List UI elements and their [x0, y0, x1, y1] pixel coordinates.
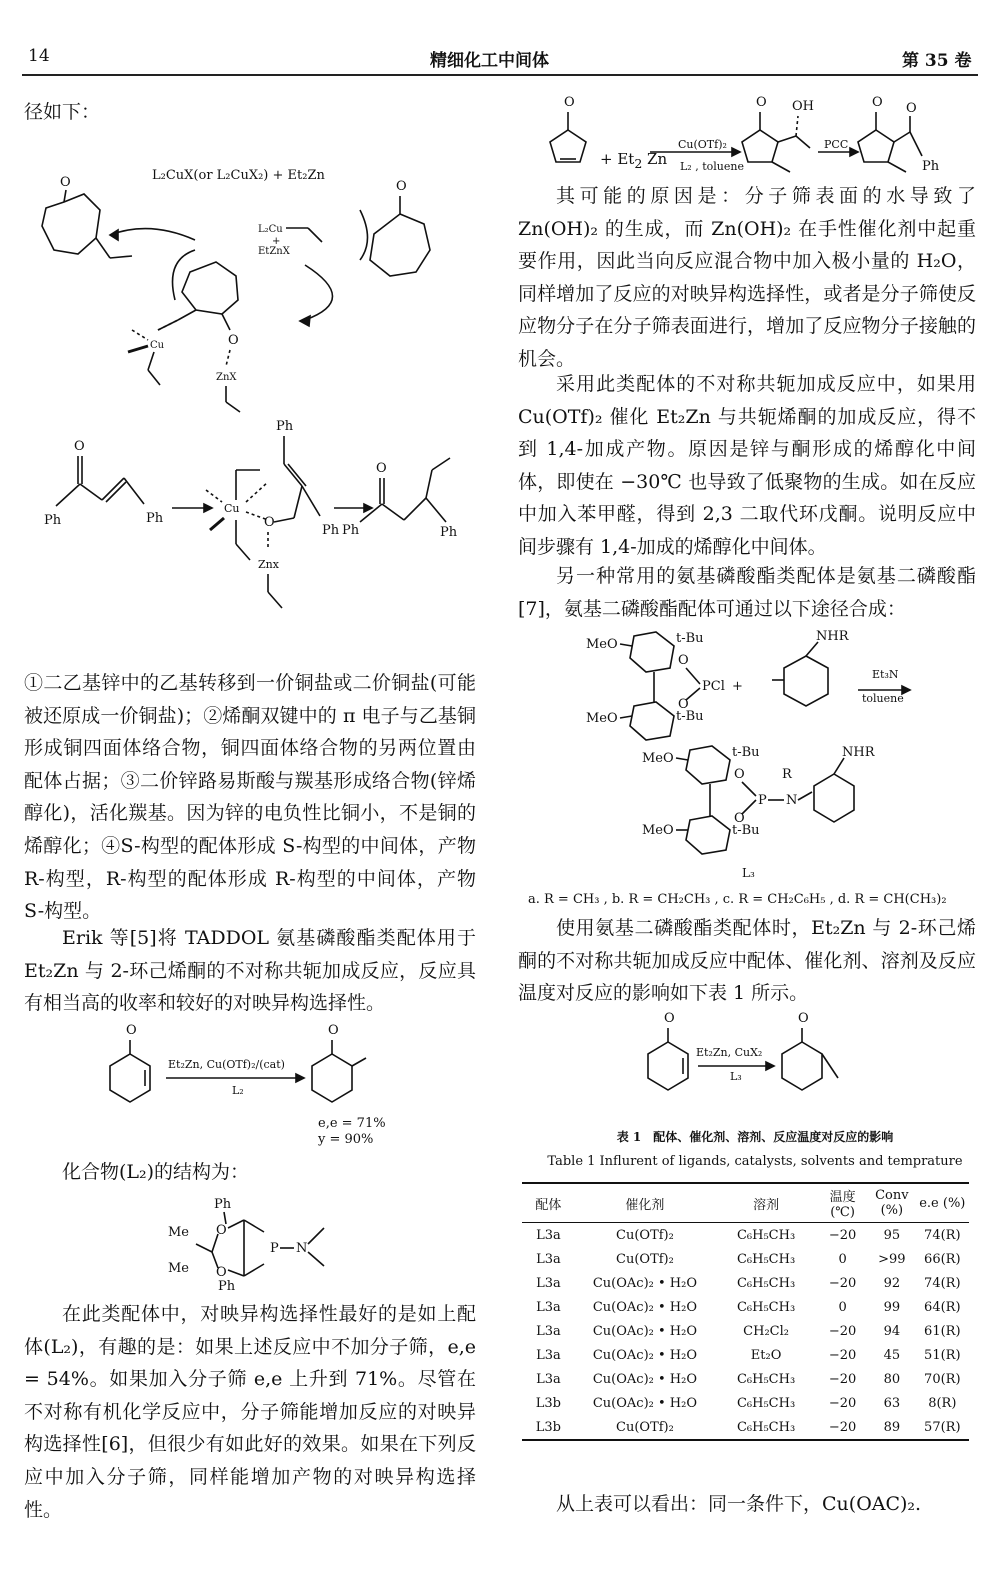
cell: Cu(OAc)₂ • H₂O — [592, 1347, 697, 1363]
table-row — [522, 1295, 969, 1319]
cell: 70(R) — [924, 1371, 961, 1387]
cell: 80 — [883, 1371, 901, 1387]
table-caption-en: Table 1 Influrent of ligands, catalysts, solvents and temprature — [547, 1154, 963, 1169]
svg-text:O: O — [664, 1011, 675, 1026]
chalcone-mechanism-diagram — [40, 420, 480, 620]
table-intro: 使用氨基二磷酸酯类配体时，Et₂Zn 与 2-环己烯酮的不对称共轭加成反应中配体、催化剂、溶剂及反应温度对反应的影响如下表 1 所示。 — [518, 917, 976, 1005]
cell: Cu(OAc)₂ • H₂O — [592, 1299, 697, 1315]
cell: L3a — [536, 1323, 561, 1339]
svg-text:O: O — [734, 767, 745, 782]
svg-text:O: O — [228, 333, 239, 348]
cell: C₆H₅CH₃ — [736, 1299, 796, 1315]
rxn2-catalyst: Cu(OTf)₂ — [678, 138, 727, 151]
svg-text:+: + — [272, 236, 281, 247]
svg-text:MeO: MeO — [586, 637, 618, 652]
table-row — [522, 1271, 969, 1295]
svg-text:t-Bu: t-Bu — [676, 631, 704, 646]
syn-solvent: toluene — [862, 692, 904, 705]
svg-text:P: P — [270, 1241, 279, 1256]
cell: −20 — [828, 1419, 857, 1435]
svg-text:O: O — [264, 515, 275, 530]
svg-text:O: O — [906, 101, 917, 116]
cell: L3a — [536, 1227, 561, 1243]
svg-text:O: O — [872, 95, 883, 110]
svg-text:Ph: Ph — [342, 523, 360, 538]
cell: 89 — [883, 1419, 901, 1435]
svg-text:ZnX: ZnX — [216, 372, 237, 383]
svg-text:t-Bu: t-Bu — [732, 823, 760, 838]
svg-text:Ph: Ph — [276, 419, 294, 434]
rxn-yield: y = 90% — [318, 1132, 374, 1147]
cell: CH₂Cl₂ — [743, 1323, 789, 1339]
cell: 92 — [883, 1275, 901, 1291]
cell: L3a — [536, 1251, 561, 1267]
rxn2-plus-et2zn: + $Et_2$ Zn — [600, 150, 668, 171]
cell: C₆H₅CH₃ — [736, 1227, 796, 1243]
cell: C₆H₅CH₃ — [736, 1275, 796, 1291]
cell: L3a — [536, 1299, 561, 1315]
svg-text:t-Bu: t-Bu — [732, 745, 760, 760]
svg-text:O: O — [74, 439, 85, 454]
rxn3-reagent: Et₂Zn, CuX₂ — [696, 1046, 763, 1059]
cell: Cu(OTf)₂ — [616, 1227, 674, 1243]
cell: 63 — [883, 1395, 901, 1411]
svg-text:O: O — [328, 1023, 339, 1038]
ligand-l2-structure — [168, 1196, 368, 1292]
aminodiphosphate-intro: 另一种常用的氨基磷酸酯类配体是氨基二磷酸酯[7]，氨基二磷酸酯配体可通过以下途径合成： — [518, 565, 976, 620]
svg-text:Ph: Ph — [218, 1279, 236, 1294]
cell: 0 — [838, 1299, 847, 1315]
journal-title: 精细化工中间体 — [430, 51, 549, 71]
cell: Cu(OAc)₂ • H₂O — [592, 1395, 697, 1411]
table-row — [522, 1223, 969, 1248]
cell: Cu(OAc)₂ • H₂O — [592, 1323, 697, 1339]
cell: Cu(OTf)₂ — [616, 1419, 674, 1435]
ligand-l3-synthesis — [586, 628, 946, 868]
cell: −20 — [828, 1395, 857, 1411]
col-ligand: 配体 — [522, 1183, 575, 1223]
cell: 57(R) — [924, 1419, 961, 1435]
cell: C₆H₅CH₃ — [736, 1371, 796, 1387]
svg-text:OH: OH — [792, 99, 814, 114]
cell: L3a — [536, 1347, 561, 1363]
volume-label: 第 35 卷 — [902, 51, 972, 71]
svg-text:Ph: Ph — [146, 511, 164, 526]
cell: 74(R) — [924, 1275, 961, 1291]
svg-text:O: O — [126, 1023, 137, 1038]
cell: 64(R) — [924, 1299, 961, 1315]
rxn-reagent-label: Et₂Zn, Cu(OTf)₂/(cat) — [168, 1058, 285, 1071]
cell: 95 — [883, 1227, 901, 1243]
cell: L3b — [535, 1419, 562, 1435]
svg-text:L₂Cu: L₂Cu — [258, 224, 283, 235]
results-table — [522, 1182, 969, 1441]
page-number: 14 — [28, 46, 50, 66]
svg-text:Me: Me — [168, 1261, 190, 1276]
cell: C₆H₅CH₃ — [736, 1419, 796, 1435]
svg-text:Ph: Ph — [440, 525, 458, 540]
r-group-list: a. R = CH₃ , b. R = CH₂CH₃ , c. R = CH₂C₆H₅ , d. R = CH(CH₃)₂ — [528, 892, 947, 907]
rxn2-pcc: PCC — [824, 138, 849, 151]
svg-text:Cu: Cu — [224, 502, 240, 515]
svg-text:Ph: Ph — [214, 1197, 232, 1212]
col-temp: 温度 (℃) — [817, 1183, 868, 1223]
rxn-ee: e,e = 71% — [318, 1116, 386, 1131]
col-solvent: 溶剂 — [715, 1183, 817, 1223]
svg-text:NHR: NHR — [816, 629, 849, 644]
closing-text: 从上表可以看出：同一条件下，Cu(OAC)₂. — [556, 1493, 922, 1515]
svg-text:Ph: Ph — [922, 159, 940, 174]
svg-text:Me: Me — [168, 1225, 190, 1240]
cell: C₆H₅CH₃ — [736, 1395, 796, 1411]
svg-text:O: O — [60, 175, 71, 190]
rxn3-ligand: L₃ — [730, 1070, 742, 1083]
cell: 74(R) — [924, 1227, 961, 1243]
cell: −20 — [828, 1347, 857, 1363]
svg-text:MeO: MeO — [642, 751, 674, 766]
svg-text:+: + — [732, 679, 743, 694]
cell: Et₂O — [750, 1347, 782, 1363]
cell: L3a — [536, 1275, 561, 1291]
svg-text:N: N — [786, 793, 798, 808]
ligand-l3-label: L₃ — [742, 866, 755, 880]
svg-text:NHR: NHR — [842, 745, 875, 760]
svg-text:O: O — [396, 179, 407, 194]
svg-text:t-Bu: t-Bu — [676, 709, 704, 724]
svg-text:P: P — [758, 793, 767, 808]
rxn-ligand-label: L₂ — [232, 1084, 244, 1097]
cu-otf-paragraph: 采用此类配体的不对称共轭加成反应中，如果用 Cu(OTf)₂ 催化 Et₂Zn 与共轭烯酮的加成反应，得不到 1,4-加成产物。原因是锌与酮形成的烯醇化中间体，即使在 −30℃ 也导致了低聚物的生成。如在反应中加入苯甲醛，得到 2,3 二取代环戊酮。说明反应中间步骤有 1,4-加成的烯醇化中间体。 — [518, 373, 976, 558]
cell: C₆H₅CH₃ — [736, 1251, 796, 1267]
header-rule — [22, 74, 978, 76]
compound-l2-intro: 化合物(L₂)的结构为： — [62, 1161, 250, 1183]
erik-paragraph: Erik 等[5]将 TADDOL 氨基磷酸酯类配体用于 Et₂Zn 与 2-环己烯酮的不对称共轭加成反应，反应具有相当高的收率和较好的对映异构选择性。 — [24, 927, 476, 1015]
cell: 45 — [883, 1347, 901, 1363]
cell: −20 — [828, 1323, 857, 1339]
ligand-selectivity-paragraph: 在此类配体中，对映异构选择性最好的是如上配体(L₂)，有趣的是：如果上述反应中不加分子筛，e,e = 54%。如果加入分子筛 e,e 上升到 71%。尽管在不对称有机化学反应中，分子筛能增加反应的对映异构选择性[6]，但很少有如此好的效果。如果在下列反应中加入分子筛，同样能增加产物的对映异构选择性。 — [24, 1303, 476, 1521]
rxn2-conditions: L₂ , toluene — [680, 160, 744, 173]
svg-text:Ph: Ph — [44, 513, 62, 528]
svg-text:O: O — [756, 95, 767, 110]
cell: 99 — [883, 1299, 901, 1315]
cell: L3b — [535, 1395, 562, 1411]
svg-text:Ph: Ph — [322, 523, 340, 538]
cell: L3a — [536, 1371, 561, 1387]
svg-text:PCl: PCl — [702, 679, 725, 694]
molecular-sieve-reason: 其可能的原因是：分子筛表面的水导致了 Zn(OH)₂ 的生成，而 Zn(OH)₂ 在手性催化剂中起重要作用，因此当向反应混合物中加入极小量的 H₂O，同样增加了反应的对映异构选择性，或者是分子筛使反应物分子在分子筛表面进行，增加了反应物分子接触的机会。 — [518, 185, 976, 370]
svg-text:Znx: Znx — [258, 558, 279, 571]
cell: 94 — [883, 1323, 901, 1339]
cell: Cu(OTf)₂ — [616, 1251, 674, 1267]
svg-text:O: O — [798, 1011, 809, 1026]
svg-text:O: O — [376, 461, 387, 476]
svg-text:O: O — [678, 653, 689, 668]
svg-text:Cu: Cu — [150, 340, 165, 351]
svg-text:O: O — [734, 811, 745, 826]
cell: >99 — [878, 1251, 906, 1267]
table-row — [522, 1343, 969, 1367]
table-row — [522, 1247, 969, 1271]
svg-text:R: R — [782, 767, 792, 782]
cell: −20 — [828, 1371, 857, 1387]
svg-text:N: N — [296, 1241, 308, 1256]
table-header-row — [522, 1183, 969, 1223]
col-ee: e.e (%) — [916, 1183, 969, 1223]
cell: Cu(OAc)₂ • H₂O — [592, 1275, 697, 1291]
cell: −20 — [828, 1275, 857, 1291]
table-caption-cn: 表 1 配体、催化剂、溶剂、反应温度对反应的影响 — [616, 1130, 894, 1144]
syn-reagent: Et₃N — [872, 668, 899, 681]
cell: 8(R) — [928, 1395, 957, 1411]
svg-text:O: O — [678, 697, 689, 712]
cell: Cu(OAc)₂ • H₂O — [592, 1371, 697, 1387]
cell: 51(R) — [924, 1347, 961, 1363]
svg-text:O: O — [564, 95, 575, 110]
table-row — [522, 1415, 969, 1440]
svg-text:MeO: MeO — [586, 711, 618, 726]
table-row — [522, 1367, 969, 1391]
mechanism-explanation: ①二乙基锌中的乙基转移到一价铜盐或二价铜盐(可能被还原成一价铜盐)；②烯酮双键中的 π 电子与乙基铜形成铜四面体络合物，铜四面体络合物的另两位置由配体占据；③二价锌路易斯酸与羰基形成络合物(锌烯醇化)，活化羰基。因为锌的电负性比铜小，不是铜的烯醇化；④S-构型的配体形成 S-构型的中间体，产物 R-构型，R-构型的配体形成 R-构型的中间体，产物 S-构型。 — [24, 672, 476, 923]
table-row — [522, 1391, 969, 1415]
cell: 66(R) — [924, 1251, 961, 1267]
cell: −20 — [828, 1227, 857, 1243]
cell: 61(R) — [924, 1323, 961, 1339]
svg-text:O: O — [216, 1265, 227, 1280]
svg-text:MeO: MeO — [642, 823, 674, 838]
table-row — [522, 1319, 969, 1343]
intro-text: 径如下： — [24, 101, 101, 123]
cell: 0 — [838, 1251, 847, 1267]
svg-text:EtZnX: EtZnX — [258, 246, 290, 257]
svg-text:O: O — [216, 1223, 227, 1238]
scheme1-reagent: L₂CuX(or L₂CuX₂) + Et₂Zn — [152, 168, 325, 183]
col-conv: Conv (%) — [868, 1183, 916, 1223]
col-catalyst: 催化剂 — [575, 1183, 715, 1223]
